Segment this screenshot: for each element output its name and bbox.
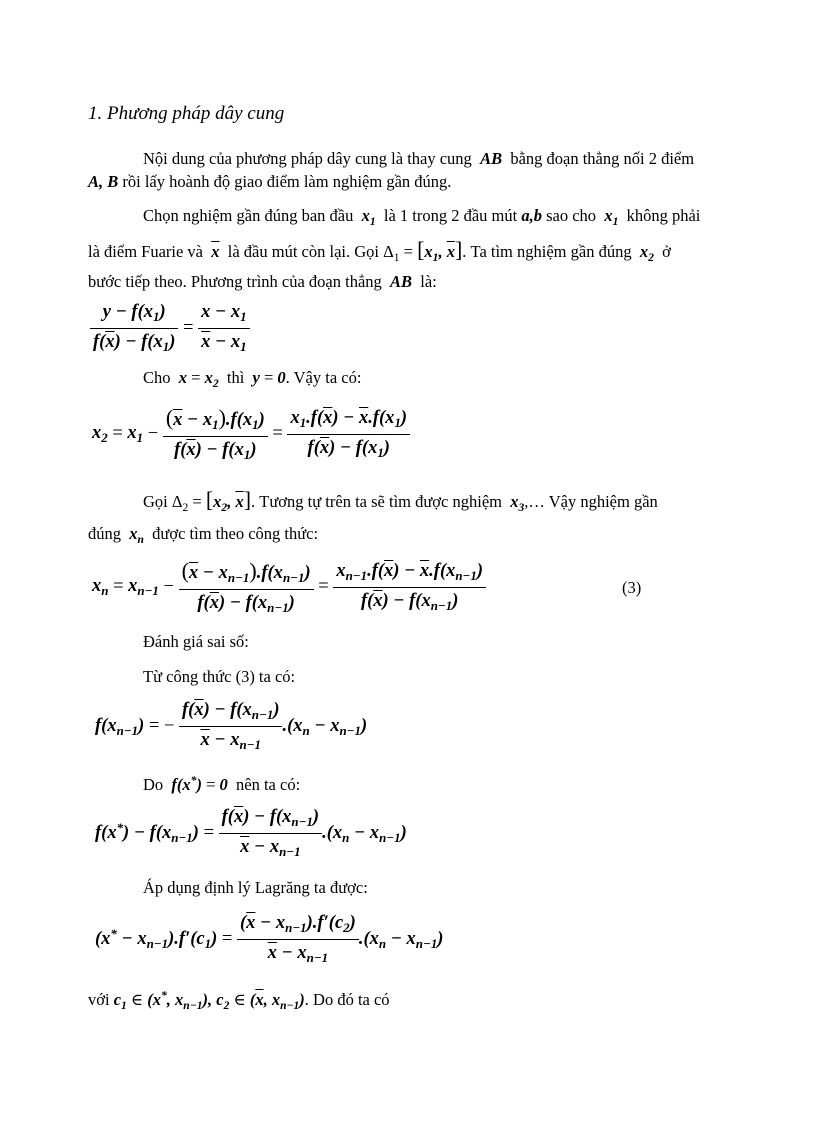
p2-text-b: là 1 trong 2 đầu mút <box>383 206 518 225</box>
equation-f-xn1: $f(x_{n-1})$ = − $\frac{f(\overline{x}) - f(x_{n-1})}{\overline{x} - x_{n-1}}$ $.(x_n - x_{n-1})$ <box>95 700 368 752</box>
math-a-b: a,b <box>521 206 542 225</box>
p1-line2 <box>88 174 451 190</box>
p2-text-a: Chọn nghiệm gần đúng ban đầu <box>143 206 354 225</box>
p8-line: Áp dụng định lý Lagrăng ta được: <box>143 878 368 897</box>
math-A-B: A, B <box>88 172 119 191</box>
math-x3: $x_3$ <box>510 492 525 514</box>
p4-line1: Gọi $\Delta_2 = [x_2$, $\overline{x}$]. Tương tự trên ta sẽ tìm được nghiệm $x_3,\dots$ Vậy nghiệm gần <box>143 487 658 514</box>
equation-line-AB: $\frac{y - f(x_1)}{f(\overline{x}) - f(x_1)}$ = $\frac{x - x_1}{\overline{x} - x_1}$ <box>90 302 250 355</box>
p2-line3 <box>88 274 437 290</box>
math-AB: AB <box>480 149 503 168</box>
p1-text-c: rồi lấy hoành độ giao điểm làm nghiệm gần đúng. <box>122 172 452 191</box>
p4-text-e: được tìm theo công thức: <box>152 524 319 543</box>
p3-text-c: . Vậy ta có: <box>285 368 362 387</box>
p2-text-d: không phải <box>626 206 701 225</box>
p2-line2 <box>88 237 671 266</box>
math-xn: $x_n$ <box>129 524 144 546</box>
equation-number: (3) <box>622 578 642 597</box>
p1-text-a: Nội dung của phương pháp dây cung là thay cung <box>143 149 472 168</box>
math-y-eq-0: y = 0 <box>252 368 286 387</box>
p7-line <box>143 773 300 793</box>
p2-text-h: ở <box>662 242 671 261</box>
p9-text-b: . Do đó ta có <box>304 990 390 1009</box>
p3-text-b: thì <box>226 368 245 387</box>
math-x2: $x_2$ <box>639 242 654 264</box>
p2-text-j: là: <box>420 272 437 291</box>
p9-line <box>88 988 390 1014</box>
math-delta1: $\Delta_1 = [x_1$, $\overline{x}$] <box>383 237 463 264</box>
equation-x2: $x_2 = x_1$ − $\frac{(\overline{x} - x_1).f(x_1)}{f(\overline{x}) - f(x_1)}$ = $\frac{x_1.f(\overline{x}) - \overline{x}.f(x_1)}{f(\overline{x}) - f(x_1)}$ <box>92 405 410 463</box>
math-x1: $x_1$ <box>361 206 376 228</box>
equation-xn: $x_n = x_{n-1}$ − $\frac{(\overline{x} - x_{n-1}).f(x_{n-1})}{f(\overline{x}) - f(x_{n-1})}$ = $\frac{x_{n-1}.f(\overline{x}) - \overline{x}.f(x_{n-1})}{f(\overline{x}) - f(x_{n-1})}$ <box>92 558 486 616</box>
math-c1-c2: $c_1$ ∈ (x*, $x_{n-1}$), $c_2$ ∈ ($\overline{x}$, $x_{n-1}$) <box>113 990 305 1012</box>
p6-line: Từ công thức (3) ta có: <box>143 667 296 686</box>
p9-text-a: với <box>88 990 110 1009</box>
math-AB-2: AB <box>390 272 413 291</box>
p4-text-d: đúng <box>88 524 121 543</box>
p5-line: Đánh giá sai số: <box>143 632 249 651</box>
p7-text-a: Do <box>143 775 164 794</box>
p3-text-a: Cho <box>143 368 171 387</box>
section-heading: 1. Phương pháp dây cung <box>88 103 285 124</box>
math-delta2: $\Delta_2 = [x_2$, $\overline{x}$] <box>171 487 252 514</box>
p2-text-g: . Ta tìm nghiệm gần đúng <box>462 242 632 261</box>
p2-text-i: bước tiếp theo. Phương trình của đoạn thẳng <box>88 272 382 291</box>
math-x-eq-x2: $x = x_2$ <box>178 368 219 390</box>
math-x1-b: $x_1$ <box>604 206 619 228</box>
p2-text-f: là đầu mút còn lại. Gọi <box>227 242 379 261</box>
p3-line <box>143 370 361 392</box>
p7-text-b: nên ta có: <box>236 775 301 794</box>
p2-text-c: sao cho <box>546 206 597 225</box>
p4-text-a: Gọi <box>143 492 168 511</box>
p4-line2 <box>88 526 318 548</box>
equation-fxstar: $f(x^*) - f(x_{n-1})$ = $\frac{f(\overline{x}) - f(x_{n-1})}{\overline{x} - x_{n-1}}$ $.(x_n - x_{n-1})$ <box>95 807 407 859</box>
p4-text-c: Vậy nghiệm gần <box>548 492 658 511</box>
p1-text-b: bằng đoạn thẳng nối 2 điểm <box>510 149 695 168</box>
math-fxstar-0: f(x*) = 0 <box>171 775 228 794</box>
math-xbar: $\overline{x}$ <box>211 242 220 261</box>
p4-text-b: . Tương tự trên ta sẽ tìm được nghiệm <box>251 492 502 511</box>
p1-line1 <box>143 151 694 167</box>
p2-line1 <box>143 208 700 230</box>
p2-text-e: là điểm Fuarie và <box>88 242 204 261</box>
equation-lagrange: $(x^* - x_{n-1}).f'(c_1)$ = $\frac{(\overline{x} - x_{n-1}).f'(c_2)}{\overline{x} - x_{n-1}}$ $.(x_n - x_{n-1})$ <box>95 913 444 965</box>
